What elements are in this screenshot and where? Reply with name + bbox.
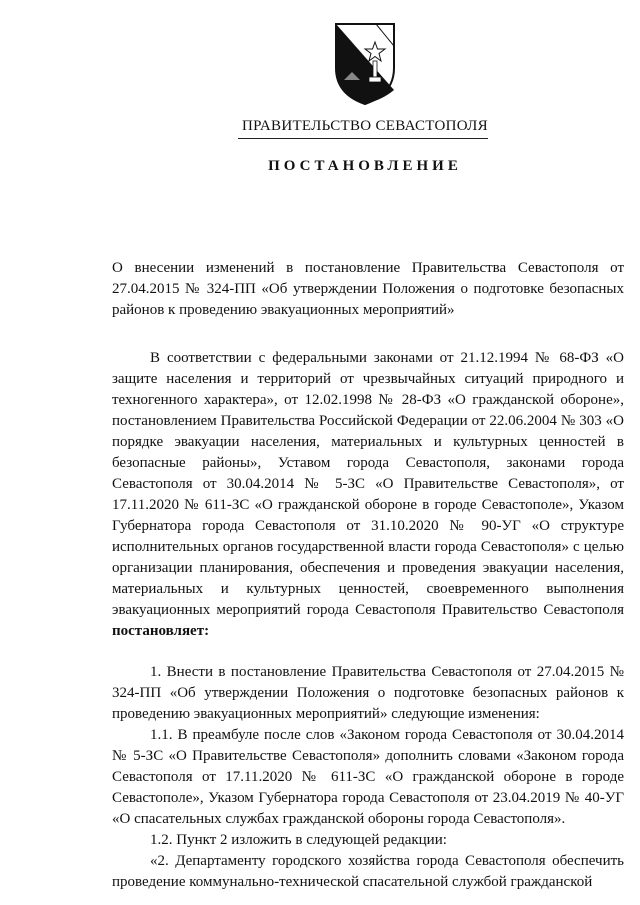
header-divider	[238, 138, 488, 139]
item-1: 1. Внести в постановление Правительства Севастополя от 27.04.2015 № 324-ПП «Об утверждении Положения о подготовке безопасных районов к проведению эвакуационных мероприятий» следующие изменения:	[112, 664, 624, 722]
government-name: ПРАВИТЕЛЬСТВО СЕВАСТОПОЛЯ	[242, 118, 488, 134]
sevastopol-coat-of-arms-icon	[330, 20, 400, 106]
preamble-text: В соответствии с федеральными законами от 21.12.1994 № 68-ФЗ «О защите населения и территорий от чрезвычайных ситуаций природного и техногенного характера», от 12.02.1998 № 28-ФЗ «О гражданской обороне», постановлением Правительства Российской Федерации от 22.06.2004 № 303 «О порядке эвакуации населения, материальных и культурных ценностей в безопасные районы», Уставом города Севастополя, законами города Севастополя от 30.04.2014 № 5-ЗС «О Правительстве Севастополя», от 17.11.2020 № 611-ЗС «О гражданской обороне в городе Севастополе», Указом Губернатора города Севастополя от 31.10.2020 № 90-УГ «О структуре исполнительных органов государственной власти города Севастополя» с целью организации планирования, обеспечения и проведения эвакуации населения, материальных и культурных ценностей, своевременного выполнения эвакуационных мероприятий города Севастополя Правительство Севастополя	[112, 350, 624, 618]
item-2-quote: «2. Департаменту городского хозяйства города Севастополя обеспечить проведение коммунально-технической спасательной службой гражданской	[112, 853, 624, 890]
document-body	[112, 348, 624, 893]
document-type-title: ПОСТАНОВЛЕНИЕ	[268, 158, 462, 174]
item-1-1: 1.1. В преамбуле после слов «Законом города Севастополя от 30.04.2014 № 5-ЗС «О Правительстве Севастополя» дополнить словами «Законом города Севастополя от 17.11.2020 № 611-ЗС «О гражданской обороне в городе Севастополе», Указом Губернатора города Севастополя от 23.04.2019 № 40-УГ «О спасательных службах гражданской обороны города Севастополя».	[112, 727, 624, 827]
preamble-decree-word: постановляет:	[112, 623, 210, 639]
document-subject: О внесении изменений в постановление Правительства Севастополя от 27.04.2015 № 324-ПП «Об утверждении Положения о подготовке безопасных районов к проведению эвакуационных мероприятий»	[112, 260, 624, 318]
item-1-2: 1.2. Пункт 2 изложить в следующей редакции:	[150, 832, 447, 848]
preamble-paragraph	[112, 348, 624, 642]
